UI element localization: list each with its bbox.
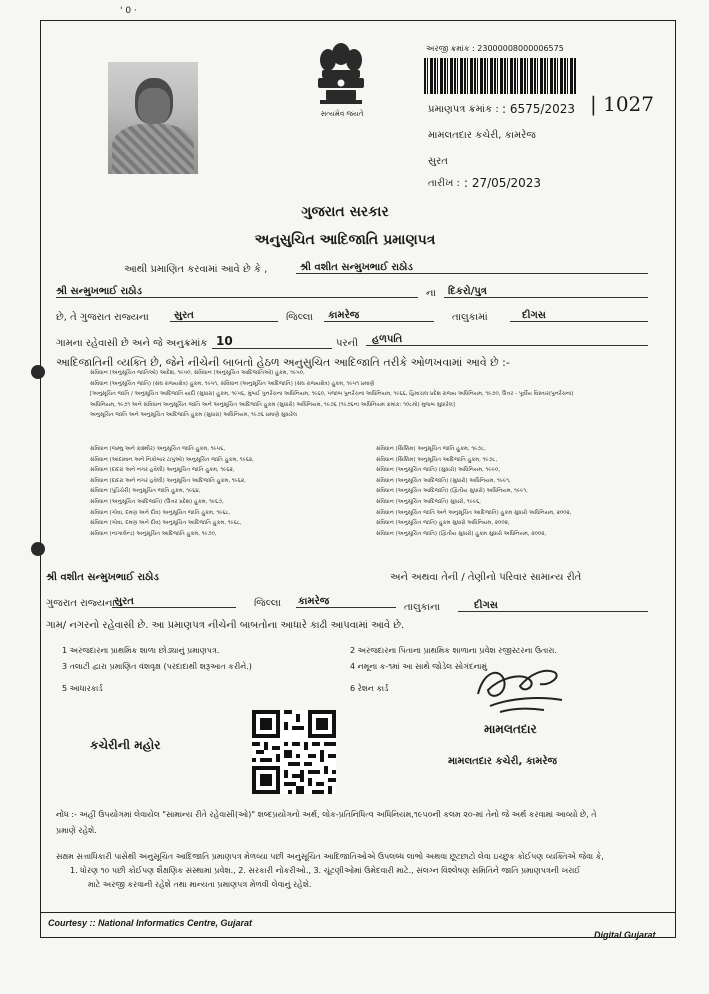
footer-brand: Digital Gujarat <box>594 930 656 940</box>
fine-print-line: સંવિધાન (આંદામાન અને નિકોબાર ટાપુઓ) અનુસૂચિત જાતિ હુકમ, ૧૯૬૨, <box>90 456 254 463</box>
fine-print-line: સંવિધાન (અનુસૂચિત આદિજાતિ) (સુધારો) અધિનિયમ, ૧૯૯૧, <box>376 477 511 484</box>
issuing-city: સુરત <box>428 156 448 167</box>
fine-print-line: અનુસૂચિત જાતિ અને અનુસૂચિત આદિજાતિ હુકમ (સુધારા) અધિનિયમ, ૧૯૭૬ પ્રમાણે સુધારેલ <box>90 412 297 419</box>
family-district-label: જિલ્લા <box>254 598 281 609</box>
fine-print-line: સંવિધાન (જમ્મુ અને કાશ્મીર) અનુસૂચિત જાતિ હુકમ, ૧૯૫૬, <box>90 446 226 452</box>
note-benefit-list: 1. ધોરણ ૧૦ પછી કોઈપણ શૈક્ષણિક સંસ્થામાં પ્રવેશ., 2. સરકારી નોકરીઓ., 3. ચૂંટણીઓમાં ઉમેદવારી માટે., સંલગ્ન વિશ્લેષણ સમિતિને જાતિ પ્રમાણપત્રની ખરાઈ <box>70 866 581 875</box>
fine-print-line: સંવિધાન (નાગાલેન્ડ) અનુસૂચિત આદિજાતિ હુકમ, ૧૯૭૦, <box>90 530 217 537</box>
taluka-value: કામરેજ <box>324 310 434 322</box>
document-item: 5 આધારકાર્ડ <box>62 684 103 693</box>
fine-print-line: સંવિધાન (ગોવા, દમણ અને દીવ) અનુસૂચિત જાતિ હુકમ, ૧૯૬૮, <box>90 509 231 516</box>
issue-date: : 27/05/2023 <box>464 176 542 190</box>
serial-number: 10 <box>212 334 332 349</box>
issue-basis-line: ગામ/ નગરનો રહેવાસી છે. આ પ્રમાણપત્ર નીચેની બાબતોના આધારે કાઢી આપવામાં આવે છે. <box>46 620 405 631</box>
document-item: 3 તલાટી દ્વારા પ્રમાણિત વંશવૃક્ષ (પરદાદાથી શરૂઆત કરીને.) <box>62 662 252 671</box>
issue-date-label: તારીખ : <box>428 178 460 189</box>
district-label: જિલ્લા <box>286 312 313 323</box>
punch-hole-icon <box>31 365 45 379</box>
government-title: ગુજરાત સરકાર <box>301 204 389 220</box>
fine-print-left <box>90 444 254 539</box>
relation-label: ના <box>426 288 436 299</box>
national-emblem-icon <box>306 36 376 120</box>
application-number: અરજી ક્રમાંક : 23000008000006575 <box>426 44 564 53</box>
fine-print-line: સંવિધાન (અનુસૂચિત આદિજાતિ) (ઉત્તર પ્રદેશ) હુકમ, ૧૯૬૭, <box>90 498 224 505</box>
fine-print-right <box>376 444 571 539</box>
fine-print-line: અધિનિયમ, ૧૯૭૧ અને સંવિધાન અનુસૂચિત જાતિ અને અનુસૂચિત આદિજાતિ હુકમ (સુધારો) અધિનિયમ, ૧૯૭૬ (૧૯૭૬ના અધિનિયમ ક્રમાંક: ૧૦૮મો) મુજબ સુધારેલ] <box>90 401 455 408</box>
fine-print-line: સંવિધાન (સિક્કિમ) અનુસૂચિત જાતિ હુકમ, ૧૯૭૮, <box>376 446 486 452</box>
resident-label: ગામના રહેવાસી છે અને જે અનુક્રમાંક <box>56 338 208 349</box>
family-district-value: સુરત <box>112 596 236 608</box>
fine-print-line: સંવિધાન (અનુસૂચિત આદિજાતિ) (દ્વિતીય સુધારો) અધિનિયમ, ૧૯૯૧, <box>376 488 528 495</box>
footer-courtesy: Courtesy :: National Informatics Centre, Gujarat <box>48 918 253 928</box>
note-usage: નોંધ :- અહીં ઉપયોગમાં લેવાયેલ "સામાન્ય રીતે રહેવાસી(ઓ)" શબ્દપ્રયોગનો અર્થ, લોક-પ્રતિનિધિત્વ અધિનિયમ,૧૯૫૦ની કલમ ૨૦-માં તેનો જે અર્થ કરવામાં આવ્યો છે, તે <box>56 810 597 819</box>
signatory-office: મામલતદાર કચેરી, કામરેજ <box>448 756 558 767</box>
fine-print-line: સંવિધાન (દાદરા અને નગર હવેલી) અનુસૂચિત જાતિ હુકમ, ૧૯૬૨, <box>90 467 235 474</box>
recognized-line: આદિજાતિની વ્યક્તિ છે, જેને નીચેની બાબતો હેઠળ અનુસુચિત આદિજાતિ તરીકે ઓળખવામાં આવે છે :- <box>56 356 510 369</box>
certificate-title: અનુસુચિત આદિજાતિ પ્રમાણપત્ર <box>254 232 436 248</box>
fine-print-line: સંવિધાન (અનુસૂચિત જાતિ) હુકમ સુધારો અધિનિયમ, ૨૦૦૨, <box>376 520 510 527</box>
person-name: શ્રી વશીત સન્મુખભાઈ રાઠોડ <box>296 262 648 274</box>
fine-print-line: સંવિધાન (અનુસૂચિત જાતિ) (સુધારો) અધિનિયમ, ૧૯૯૦, <box>376 467 500 474</box>
footer-divider <box>41 912 675 913</box>
signatory-title: મામલતદાર <box>484 722 537 736</box>
top-mark: ' 0 · <box>120 6 137 16</box>
family-village-value: દીગસ <box>458 600 648 612</box>
issuing-office: મામલતદાર કચેરી, કામરેજ <box>428 130 536 141</box>
fine-print-line: સંવિધાન (સિક્કિમ) અનુસૂચિત આદિજાતિ હુકમ, ૧૯૭૮, <box>376 456 498 463</box>
barcode <box>424 58 576 94</box>
note-usage-continued: પ્રમાણે રહેશે. <box>56 826 97 835</box>
fine-print-line: [અનુસૂચિત જાતિ / અનુસૂચિત આદિજાતિ યાદી (સુધારા) હુકમ, ૧૯૫૬, મુંબઈ પુનર્રચના અધિનિયમ, ૧૯૬૦, પંજાબ પુનર્રચના અધિનિયમ, ૧૯૬૬, હિમાચલ પ્રદેશ રાજ્ય અધિનિયમ, ૧૯૭૦, ઉત્તર - પૂર્વીય વિસ્તાર(પુનર્રચના) <box>90 391 574 398</box>
office-seal-label: કચેરીની મહોર <box>90 738 161 752</box>
fine-print-line: સંવિધાન (દાદરા અને નગર હવેલી) અનુસૂચિત આદિજાતિ હુકમ, ૧૯૬૨, <box>90 477 246 484</box>
certificate-number: : 6575/2023 <box>502 102 575 116</box>
document-item: 4 નમૂના ક-૧માં આ સાથે જોડેલ સોગંદનામું <box>350 662 488 671</box>
caste-label: પરની <box>336 338 358 349</box>
emblem-caption: સત્યમેવ જયતે <box>320 110 364 118</box>
certify-label: આથી પ્રમાણિત કરવામાં આવે છે કે , <box>124 264 268 275</box>
document-item: 2 અરજદારના પિતાના પ્રાથમિક શાળાના પ્રવેશ રજીસ્ટરના ઉતારા. <box>350 646 557 655</box>
fine-print-line: સંવિધાન (અનુસૂચિત આદિજાતિ) સુધારો, ૧૯૯૬, <box>376 498 481 505</box>
certificate-number-label: પ્રમાણપત્ર ક્રમાંક : <box>428 104 499 115</box>
relation: દિકરો/પુત્ર <box>444 286 648 298</box>
fine-print-line: સંવિધાન (અનુસૂચિત જાતિ અને અનુસૂચિત આદિજાતિ) હુકમ સુધારો અધિનિયમ, ૨૦૦૨, <box>376 509 572 516</box>
fine-print-line: સંવિધાન (પુંડિચેરી) અનુસૂચિત જાતિ હુકમ, ૧૯૬૪, <box>90 488 201 495</box>
family-person-name: શ્રી વશીત સન્મુખભાઈ રાઠોડ <box>46 572 159 583</box>
taluka-label: તાલુકામાં <box>452 312 488 323</box>
punch-hole-icon <box>31 542 45 556</box>
document-item: 1 અરજદારના પ્રાથમિક શાળા છોડ્યાનું પ્રમાણપત્ર. <box>62 646 220 655</box>
applicant-photo <box>108 62 198 174</box>
district-value: સુરત <box>170 310 278 322</box>
fine-print-line: સંવિધાન (અનુસૂચિત જાતિઓ) આદેશ, ૧૯૫૦, સંવિધાન (અનુસૂચિત આદિજાતિઓ) હુકમ, ૧૯૫૦, <box>90 370 305 376</box>
family-taluka-value: કામરેજ <box>296 596 396 608</box>
family-taluka-label: તાલુકાના <box>404 602 441 613</box>
family-state-label: ગુજરાત રાજ્યના <box>46 598 115 609</box>
family-clause: અને અથવા તેની / તેણીનો પરિવાર સામાન્ય રીતે <box>390 572 582 583</box>
signature <box>470 650 570 720</box>
qr-code <box>252 710 336 794</box>
document-item: 6 રેશન કાર્ડ <box>350 684 389 693</box>
fine-print-line: સંવિધાન (ગોવા, દમણ અને દીવ) અનુસૂચિત આદિજાતિ હુકમ, ૧૯૬૮, <box>90 520 242 527</box>
fine-print-line: સંવિધાન (અનુસૂચિત જાતિ) (દ્વિતીય સુધારો) હુકમ સુધારો અધિનિયમ, ૨૦૦૨, <box>376 530 547 537</box>
note-verification: માટે અરજી કરવાની રહેશે તથા માન્યતા પ્રમાણપત્ર મેળવી લેવાનું રહેશે. <box>88 880 312 889</box>
father-name: શ્રી સન્મુખભાઈ રાઠોડ <box>56 286 418 298</box>
handwritten-number: | 1027 <box>590 92 654 116</box>
fine-print-top <box>90 368 574 421</box>
caste-value: હળપતિ <box>366 334 648 346</box>
fine-print-line: સંવિધાન (અનુસૂચિત જાતિ) (સંઘ રાજ્યક્ષેત્ર) હુકમ, ૧૯૫૧, સંવિધાન (અનુસૂચિત આદિજાતિ) (સંઘ રાજ્યક્ષેત્ર) હુકમ, ૧૯૫૧ પ્રમાણે <box>90 380 375 387</box>
note-benefits: સક્ષમ સત્તાધિકારી પાસેથી અનુસૂચિત આદિજાતિ પ્રમાણપત્ર મેળવ્યા પછી અનુસૂચિત આદિજાતિઓએ ઉપલબ્ધ લાભો અથવા છૂટછાટો લેવા ઇચ્છુક કોઈપણ વ્યક્તિએ જેવા કે, <box>56 852 604 861</box>
village-value: દીગસ <box>510 310 648 322</box>
state-label: છે, તે ગુજરાત રાજ્યના <box>56 312 149 323</box>
